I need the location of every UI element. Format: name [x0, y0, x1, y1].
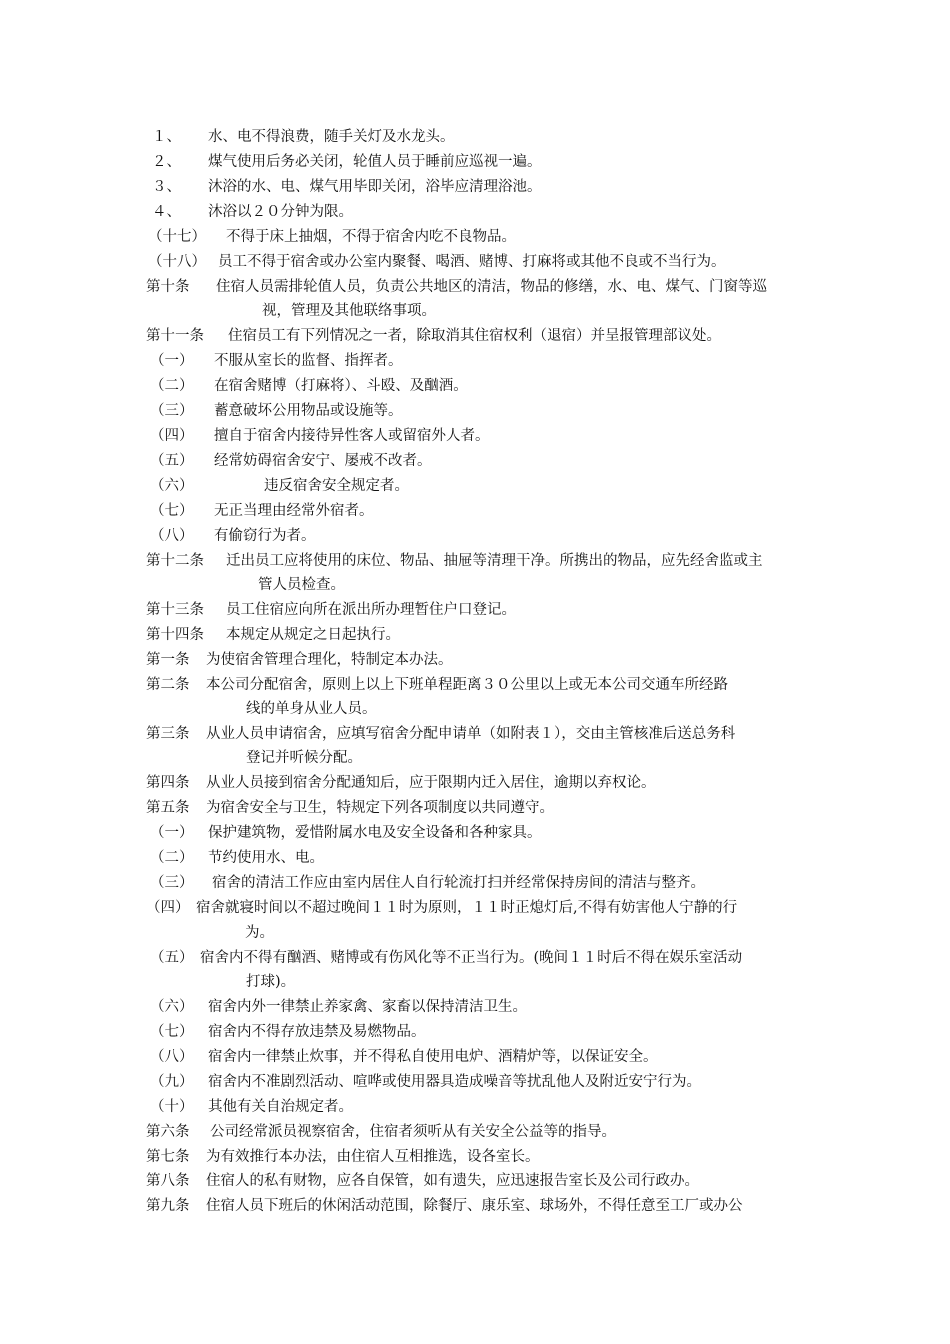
clause-text: 宿舍内不得有酗酒、赌博或有伤风化等不正当行为。(晚间１１时后不得在娱乐室活动 [200, 950, 743, 966]
clause-number: （六） [150, 999, 194, 1015]
clause-line [152, 128, 455, 146]
clause-line [150, 849, 324, 867]
clause-number: 第三条 [146, 726, 190, 742]
clause-line [150, 1023, 426, 1041]
clause-number: （五） [150, 453, 194, 469]
clause-number: 第四条 [146, 775, 190, 791]
clause-number: ４、 [152, 204, 181, 220]
clause-text: 从业人员申请宿舍，应填写宿舍分配申请单（如附表１），交由主管核准后送总务科 [206, 726, 736, 742]
clause-number: （三） [150, 875, 194, 891]
clause-number: 第二条 [146, 677, 190, 693]
clause-text: 沐浴以２０分钟为限。 [208, 204, 353, 220]
clause-number: （四） [146, 900, 190, 916]
clause-line [152, 153, 542, 171]
clause-text: 住宿人员需排轮值人员，负责公共地区的清洁，物品的修缮，水、电、煤气、门窗等巡 [216, 279, 767, 295]
clause-line [150, 377, 468, 395]
clause-number: 第八条 [146, 1173, 190, 1189]
clause-number: （三） [150, 403, 194, 419]
clause-text: 为使宿舍管理合理化，特制定本办法。 [206, 652, 453, 668]
clause-text: 住宿人的私有财物，应各自保管，如有遗失，应迅速报告室长及公司行政办。 [206, 1173, 699, 1189]
clause-line [146, 899, 737, 917]
clause-line [146, 725, 735, 743]
clause-text: 员工住宿应向所在派出所办理暂住户口登记。 [226, 602, 516, 618]
clause-number: （二） [150, 850, 194, 866]
clause-line [148, 228, 516, 246]
clause-line [150, 949, 742, 967]
clause-line [245, 924, 274, 942]
clause-text: 本规定从规定之日起执行。 [226, 627, 400, 643]
clause-line [146, 601, 516, 619]
clause-line [146, 1148, 540, 1166]
clause-line [150, 1073, 701, 1091]
clause-text: 宿舍内一律禁止炊事，并不得私自使用电炉、酒精炉等，以保证安全。 [208, 1049, 658, 1065]
clause-line [246, 700, 377, 718]
clause-line [146, 1197, 743, 1215]
clause-number: 第一条 [146, 652, 190, 668]
clause-line [146, 799, 554, 817]
clause-text: 迁出员工应将使用的床位、物品、抽屉等清理干净。所携出的物品，应先经舍监或主 [226, 553, 763, 569]
clause-line [258, 576, 345, 594]
clause-text: 为宿舍安全与卫生，特规定下列各项制度以共同遵守。 [206, 800, 554, 816]
clause-line [150, 402, 403, 420]
clause-text: 住宿员工有下列情况之一者，除取消其住宿权利（退宿）并呈报管理部议处。 [228, 328, 721, 344]
clause-text: 经常妨碍宿舍安宁、屡戒不改者。 [214, 453, 432, 469]
clause-number: （九） [150, 1074, 194, 1090]
clause-text: 本公司分配宿舍，原则上以上下班单程距离３０公里以上或无本公司交通车所经路 [206, 677, 728, 693]
clause-number: （八） [150, 528, 194, 544]
clause-line [146, 626, 400, 644]
clause-number: １、 [152, 129, 181, 145]
clause-line [146, 774, 656, 792]
clause-text: 蓄意破坏公用物品或设施等。 [214, 403, 403, 419]
clause-text: 煤气使用后务必关闭，轮值人员于睡前应巡视一遍。 [208, 154, 542, 170]
clause-text: 从业人员接到宿舍分配通知后，应于限期内迁入居住，逾期以弃权论。 [206, 775, 656, 791]
clause-number: （十八） [148, 254, 206, 270]
clause-line [146, 651, 453, 669]
clause-text: 打球)。 [246, 974, 296, 990]
clause-text: 住宿人员下班后的休闲活动范围，除餐厅、康乐室、球场外，不得任意至工厂或办公 [206, 1198, 743, 1214]
clause-text: 宿舍内外一律禁止养家禽、家畜以保持清洁卫生。 [208, 999, 527, 1015]
clause-text: 水、电不得浪费，随手关灯及水龙头。 [208, 129, 455, 145]
clause-line [150, 1048, 658, 1066]
clause-text: 擅自于宿舍内接待异性客人或留宿外人者。 [214, 428, 490, 444]
clause-line [146, 1123, 616, 1141]
clause-line [146, 1172, 699, 1190]
clause-line [150, 427, 490, 445]
clause-text: 公司经常派员视察宿舍，住宿者须听从有关安全公益等的指导。 [210, 1124, 616, 1140]
clause-text: 宿舍的清洁工作应由室内居住人自行轮流打扫并经常保持房间的清洁与整齐。 [212, 875, 705, 891]
clause-line [150, 874, 705, 892]
clause-text: 无正当理由经常外宿者。 [214, 503, 374, 519]
clause-line [150, 998, 527, 1016]
clause-number: （六） [150, 478, 194, 494]
clause-line [146, 327, 721, 345]
clause-number: （七） [150, 1024, 194, 1040]
clause-text: 管人员检查。 [258, 577, 345, 593]
clause-number: 第十一条 [146, 328, 204, 344]
clause-line [246, 749, 362, 767]
clause-text: 宿舍内不准剧烈活动、喧哗或使用器具造成噪音等扰乱他人及附近安宁行为。 [208, 1074, 701, 1090]
clause-text: 宿舍内不得存放违禁及易燃物品。 [208, 1024, 426, 1040]
clause-text: 员工不得于宿舍或办公室内聚餐、喝酒、赌博、打麻将或其他不良或不当行为。 [218, 254, 726, 270]
clause-text: 保护建筑物，爱惜附属水电及安全设备和各种家具。 [208, 825, 542, 841]
clause-line [262, 302, 436, 320]
clause-number: （二） [150, 378, 194, 394]
clause-text: 宿舍就寝时间以不超过晚间１１时为原则，１１时正熄灯后,不得有妨害他人宁静的行 [196, 900, 738, 916]
clause-text: 在宿舍赌博（打麻将）、斗殴、及酗酒。 [214, 378, 468, 394]
clause-number: （十） [150, 1099, 194, 1115]
clause-line [152, 203, 353, 221]
clause-number: （一） [150, 353, 194, 369]
clause-line [150, 477, 409, 495]
clause-text: 违反宿舍安全规定者。 [264, 478, 409, 494]
clause-line [150, 527, 316, 545]
clause-line [146, 278, 767, 296]
clause-line [146, 676, 728, 694]
clause-text: 为有效推行本办法，由住宿人互相推选，设各室长。 [206, 1149, 540, 1165]
clause-number: 第九条 [146, 1198, 190, 1214]
clause-line [246, 973, 295, 991]
clause-number: 第五条 [146, 800, 190, 816]
clause-number: （七） [150, 503, 194, 519]
clause-number: 第七条 [146, 1149, 190, 1165]
clause-text: 登记并听候分配。 [246, 750, 362, 766]
clause-number: ３、 [152, 179, 181, 195]
clause-number: ２、 [152, 154, 181, 170]
clause-number: （五） [150, 950, 194, 966]
clause-line [152, 178, 542, 196]
clause-text: 其他有关自治规定者。 [208, 1099, 353, 1115]
clause-text: 为。 [245, 925, 274, 941]
clause-line [150, 352, 403, 370]
clause-number: （十七） [148, 229, 206, 245]
clause-text: 沐浴的水、电、煤气用毕即关闭，浴毕应清理浴池。 [208, 179, 542, 195]
clause-number: （一） [150, 825, 194, 841]
clause-text: 不得于床上抽烟，不得于宿舍内吃不良物品。 [226, 229, 516, 245]
clause-number: （八） [150, 1049, 194, 1065]
clause-line [150, 452, 432, 470]
clause-line [146, 552, 763, 570]
clause-number: 第十三条 [146, 602, 204, 618]
clause-text: 线的单身从业人员。 [246, 701, 377, 717]
clause-line [150, 824, 542, 842]
clause-number: （四） [150, 428, 194, 444]
clause-line [150, 1098, 353, 1116]
clause-number: 第十二条 [146, 553, 204, 569]
clause-text: 有偷窃行为者。 [214, 528, 316, 544]
clause-text: 视，管理及其他联络事项。 [262, 303, 436, 319]
clause-number: 第六条 [146, 1124, 190, 1140]
clause-text: 节约使用水、电。 [208, 850, 324, 866]
clause-number: 第十条 [146, 279, 190, 295]
clause-number: 第十四条 [146, 627, 204, 643]
clause-line [150, 502, 374, 520]
clause-text: 不服从室长的监督、指挥者。 [214, 353, 403, 369]
clause-line [148, 253, 726, 271]
